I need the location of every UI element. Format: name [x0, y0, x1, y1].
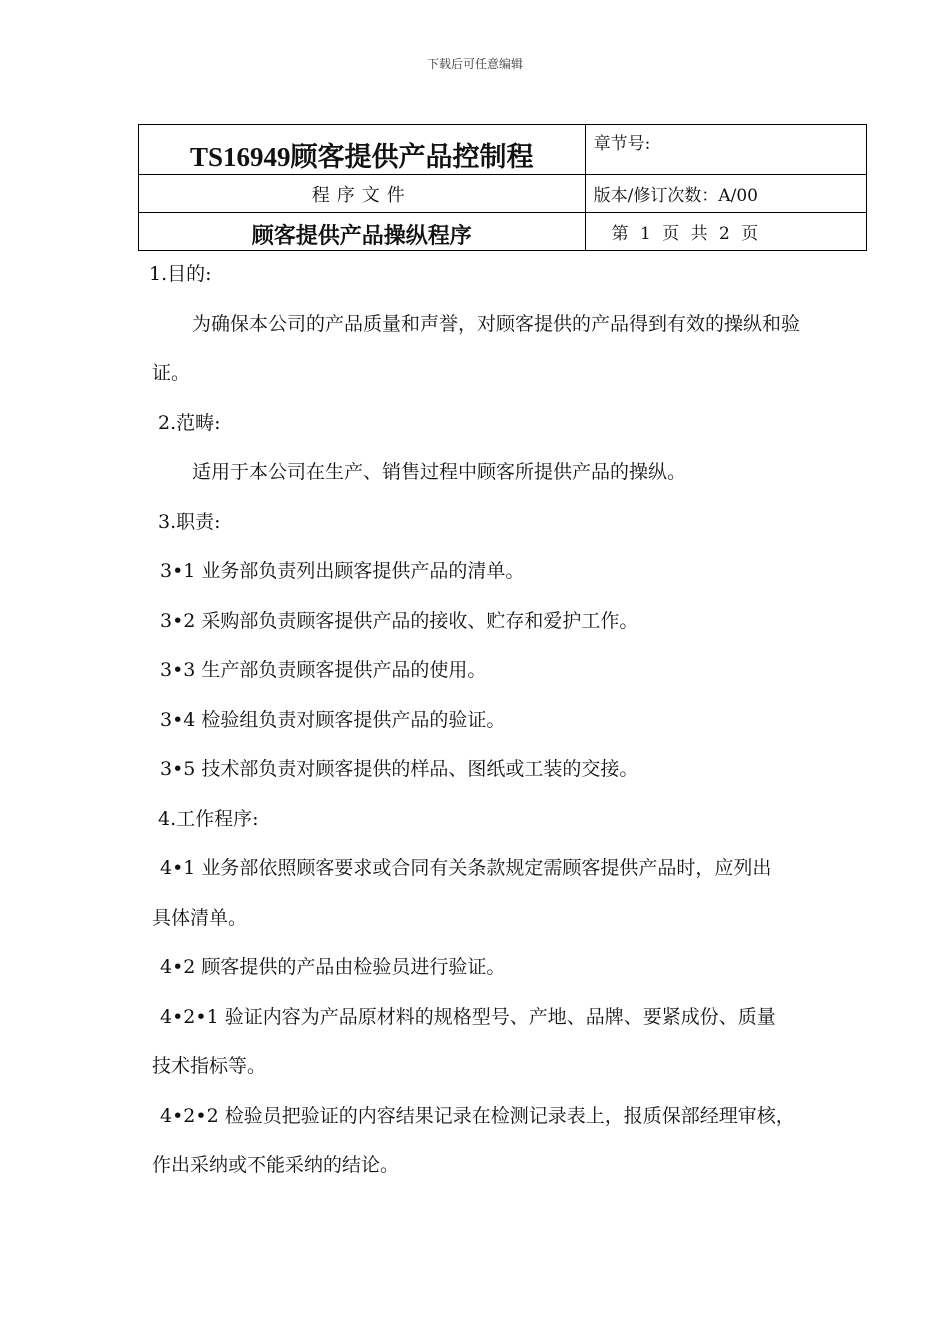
responsibility-item: 3•5 技术部负责对顾客提供的样品、图纸或工装的交接。 — [160, 758, 639, 780]
purpose-text: 为确保本公司的产品质量和声誉，对顾客提供的产品得到有效的操纵和验 — [192, 312, 801, 335]
section-heading-purpose: 1.目的: — [149, 263, 212, 285]
chapter-number-label: 章节号: — [585, 125, 866, 175]
document-body — [149, 250, 817, 1191]
procedure-item-continued: 具体清单。 — [152, 906, 248, 929]
responsibility-item: 3•4 检验组负责对顾客提供产品的验证。 — [160, 708, 506, 731]
page-info: 第 1 页 共 2 页 — [585, 213, 866, 251]
procedure-subitem-continued: 技术指标等。 — [152, 1055, 267, 1077]
purpose-text-continued: 证。 — [152, 362, 191, 384]
responsibility-item: 3•3 生产部负责顾客提供产品的使用。 — [160, 659, 487, 681]
procedure-subitem: 4•2•1 验证内容为产品原材料的规格型号、产地、品牌、要紧成份、质量 — [160, 1005, 776, 1028]
document-title: TS16949顾客提供产品控制程 — [139, 125, 586, 175]
watermark-text: 下载后可任意编辑 — [426, 57, 523, 71]
scope-text: 适用于本公司在生产、销售过程中顾客所提供产品的操纵。 — [192, 461, 687, 483]
procedure-subitem: 4•2•2 检验员把验证的内容结果记录在检测记录表上，报质保部经理审核， — [160, 1104, 795, 1127]
procedure-title: 顾客提供产品操纵程序 — [139, 213, 586, 251]
version-info: 版本/修订次数：A/00 — [585, 175, 866, 213]
section-heading-responsibilities: 3.职责: — [158, 510, 221, 533]
document-type: 程序文件 — [139, 175, 586, 213]
section-heading-scope: 2.范畴: — [158, 411, 221, 434]
procedure-item: 4•2 顾客提供的产品由检验员进行验证。 — [160, 956, 506, 978]
responsibility-item: 3•1 业务部负责列出顾客提供产品的清单。 — [160, 560, 525, 582]
procedure-subitem-continued: 作出采纳或不能采纳的结论。 — [152, 1154, 400, 1176]
responsibility-item: 3•2 采购部负责顾客提供产品的接收、贮存和爱护工作。 — [160, 609, 639, 632]
section-heading-procedure: 4.工作程序: — [158, 807, 259, 830]
document-header-table — [138, 124, 867, 251]
procedure-item: 4•1 业务部依照顾客要求或合同有关条款规定需顾客提供产品时，应列出 — [160, 857, 772, 879]
